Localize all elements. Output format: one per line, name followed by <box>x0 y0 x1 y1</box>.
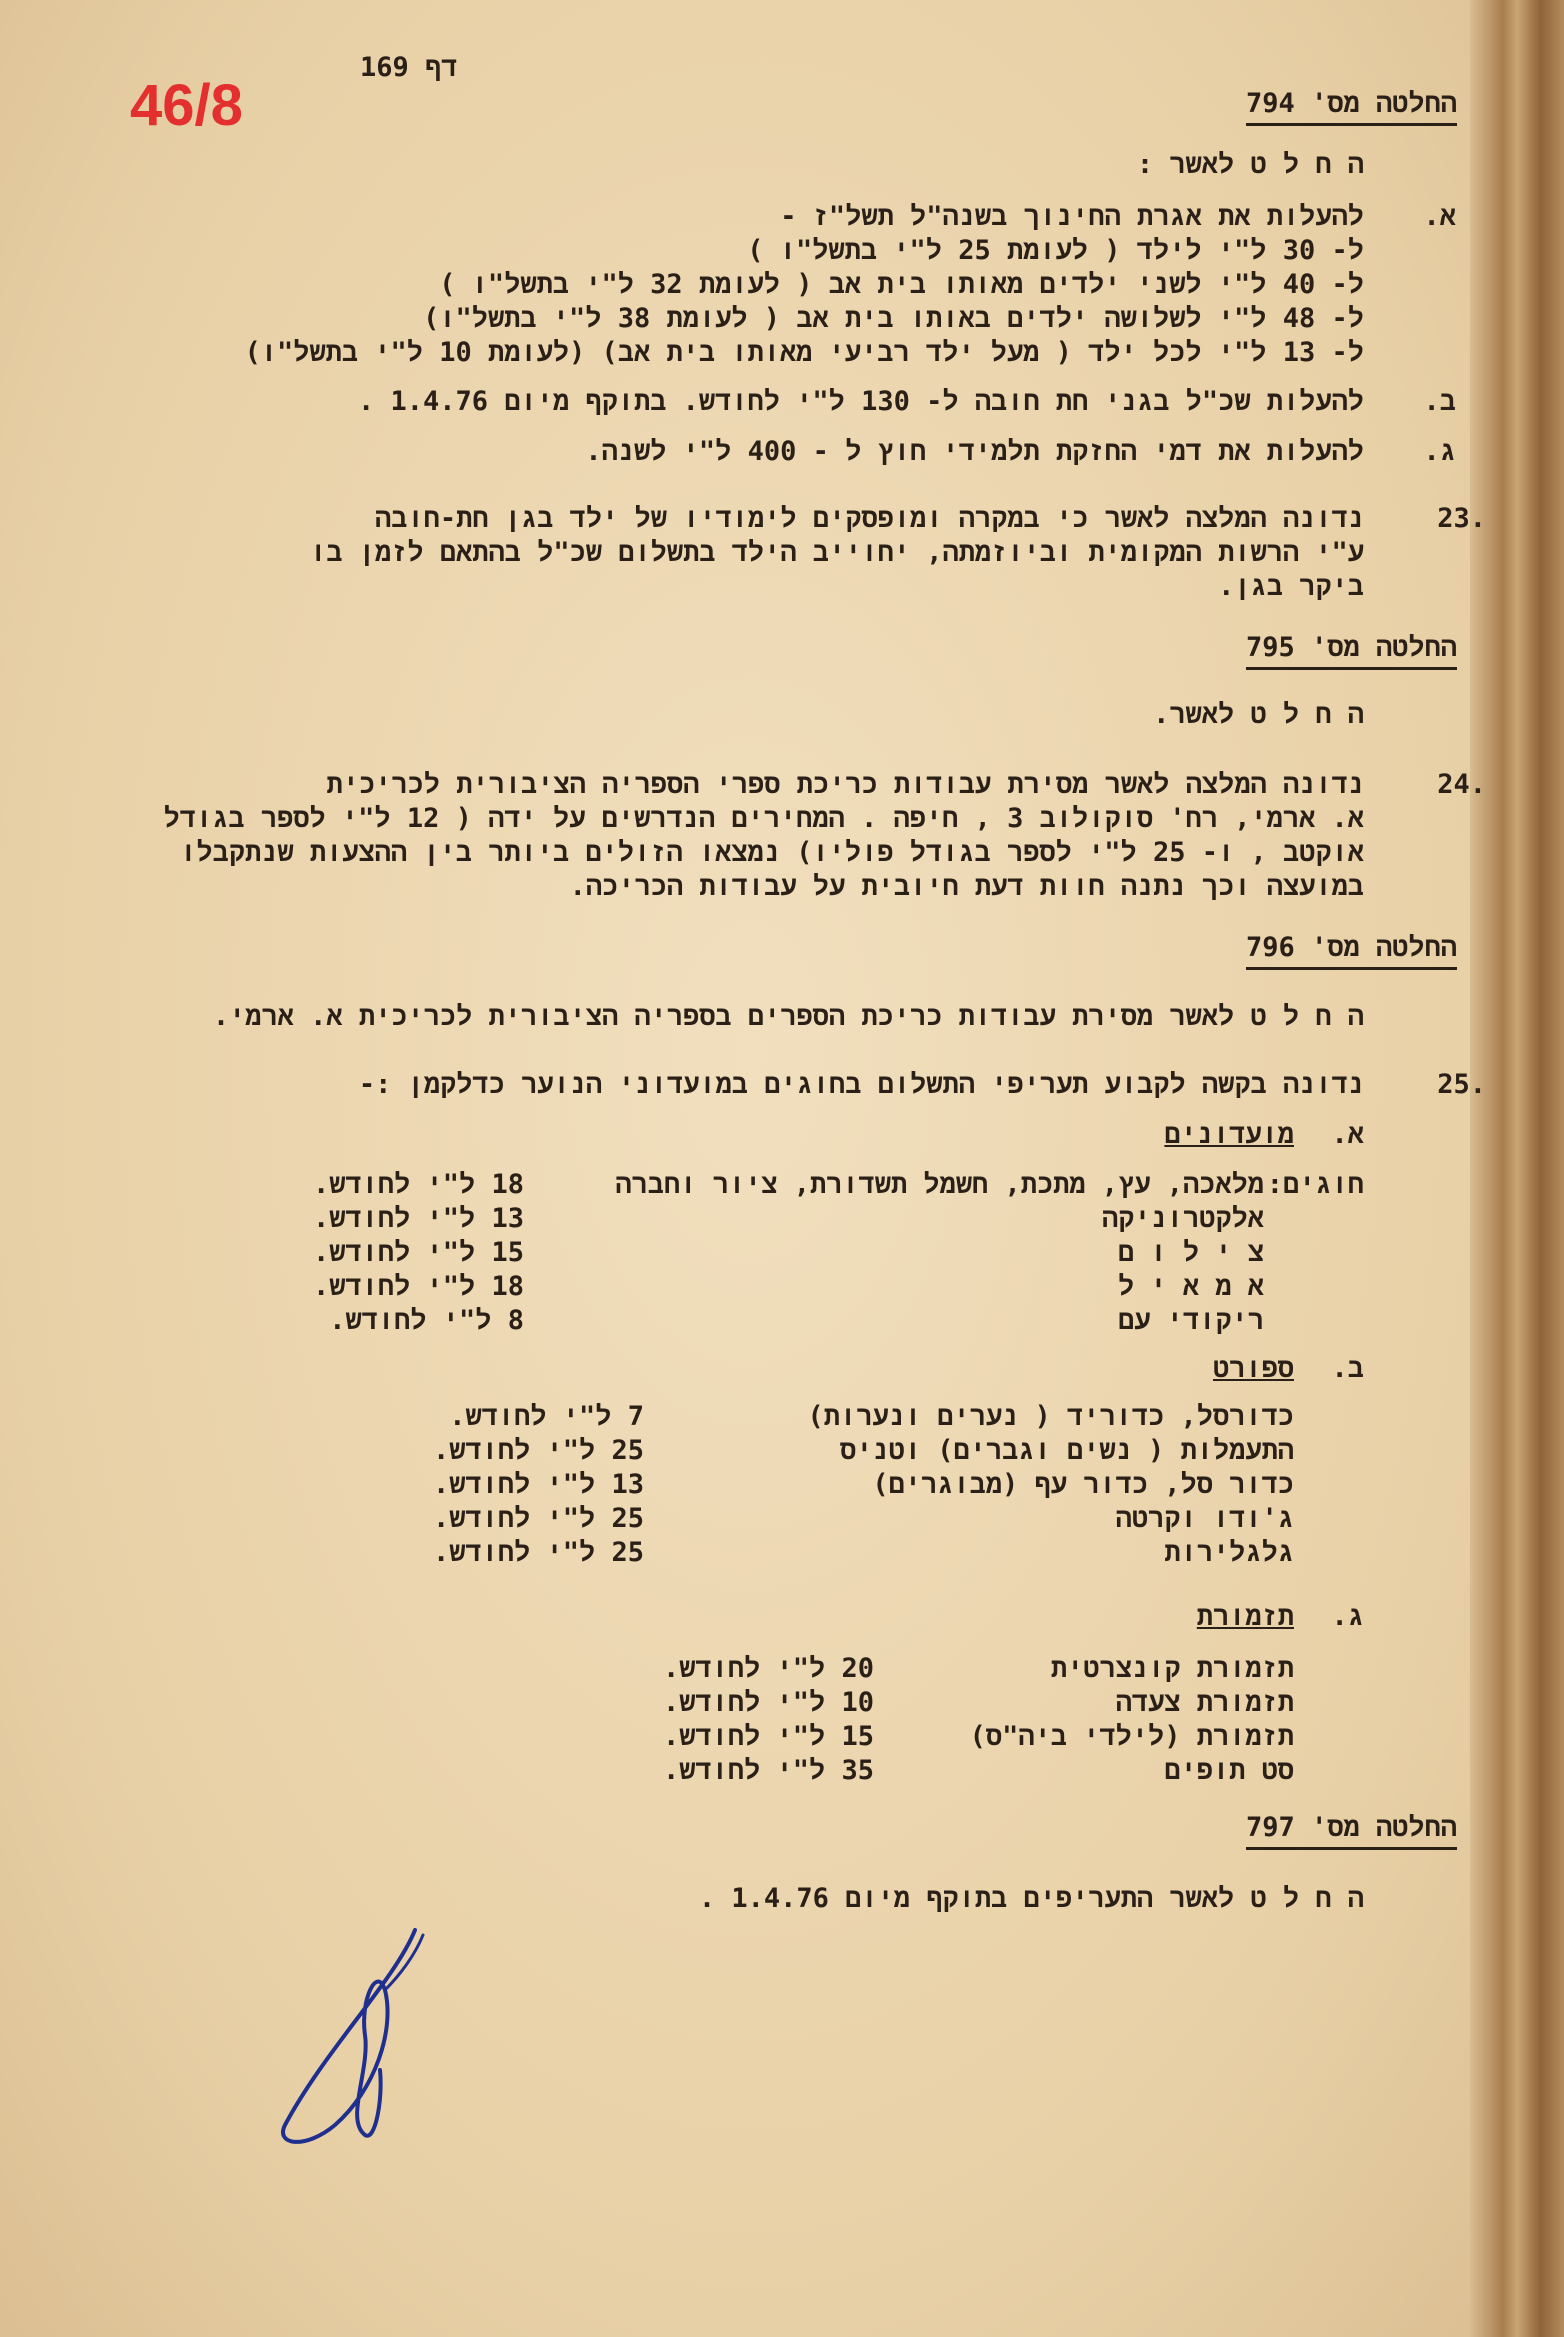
club-name-5: ריקודי עם <box>1118 1305 1264 1336</box>
band-label: ג. <box>1331 1601 1364 1632</box>
club-price-5: 8 ל"י לחודש. <box>329 1305 524 1336</box>
sport-price-4: 25 ל"י לחודש. <box>433 1503 644 1534</box>
band-name-1: תזמורת קונצרטית <box>1050 1653 1294 1684</box>
sport-name-2: התעמלות ( נשים וגברים) וטניס <box>840 1435 1294 1466</box>
item-label-b: ב. <box>1423 386 1456 417</box>
sport-name-4: ג'ודו וקרטה <box>1115 1503 1294 1534</box>
sport-price-5: 25 ל"י לחודש. <box>433 1537 644 1568</box>
archive-stamp: 46/8 <box>130 73 243 138</box>
club-price-3: 15 ל"י לחודש. <box>313 1237 524 1268</box>
clubs-title: מועדונים <box>1164 1119 1294 1150</box>
club-price-4: 18 ל"י לחודש. <box>313 1271 524 1302</box>
p23-line-2: ע"י הרשות המקומית וביוזמתה, יחוייב הילד בתשלום שכ"ל בהתאם לזמן בו <box>310 537 1364 568</box>
signature <box>265 1920 465 2160</box>
item-label-a: א. <box>1423 201 1456 232</box>
p24-line-4: במועצה וכך נתנה חוות דעת חיובית על עבודות הכריכה. <box>569 871 1364 902</box>
clubs-label: א. <box>1331 1119 1364 1150</box>
club-name-1: מלאכה, עץ, מתכת, חשמל תשדורת, ציור וחברה <box>615 1169 1264 1200</box>
sport-name-3: כדור סל, כדור עף (מבוגרים) <box>872 1469 1294 1500</box>
item-label-c: ג. <box>1423 436 1456 467</box>
clubs-intro: חוגים: <box>1266 1169 1364 1200</box>
p25-text: נדונה בקשה לקבוע תעריפי התשלום בחוגים במועדוני הנוער כדלקמן :- <box>358 1069 1364 1100</box>
item-c-text: להעלות את דמי החזקת תלמידי חוץ ל - 400 ל"י לשנה. <box>585 436 1364 467</box>
item-number-23: .23 <box>1437 503 1486 534</box>
item-number-25: .25 <box>1437 1069 1486 1100</box>
decision-heading-794: החלטה מס' 794 <box>1246 88 1457 126</box>
decided-795: ה ח ל ט לאשר. <box>1153 699 1364 730</box>
fee-line-4: ל- 13 ל"י לכל ילד ( מעל ילד רביעי מאותו בית אב) (לעומת 10 ל"י בתשל"ו) <box>244 337 1364 368</box>
p23-line-1: נדונה המלצה לאשר כי במקרה ומופסקים לימודיו של ילד בגן חת-חובה <box>375 503 1364 534</box>
sport-title: ספורט <box>1212 1353 1294 1384</box>
club-name-4: א מ א י ל <box>1117 1271 1264 1302</box>
band-price-4: 35 ל"י לחודש. <box>663 1755 874 1786</box>
sport-name-5: גלגלירות <box>1164 1537 1294 1568</box>
page-edge <box>1470 0 1564 2337</box>
fee-line-3: ל- 48 ל"י לשלושה ילדים באותו בית אב ( לעומת 38 ל"י בתשל"ו) <box>423 303 1364 334</box>
decided-intro: ה ח ל ט לאשר : <box>1136 149 1364 180</box>
decision-heading-797: החלטה מס' 797 <box>1246 1812 1457 1850</box>
decided-797: ה ח ל ט לאשר התעריפים בתוקף מיום 1.4.76 . <box>698 1883 1364 1914</box>
p24-line-3: אוקטב , ו- 25 ל"י לספר בגודל פוליו) נמצאו הזולים ביותר בין ההצעות שנתקבלו <box>180 837 1364 868</box>
p24-line-1: נדונה המלצה לאשר מסירת עבודות כריכת ספרי הספריה הציבורית לכריכית <box>326 769 1364 800</box>
decision-heading-795: החלטה מס' 795 <box>1246 632 1457 670</box>
band-name-3: תזמורת (לילדי ביה"ס) <box>969 1721 1294 1752</box>
sport-price-1: 7 ל"י לחודש. <box>449 1401 644 1432</box>
club-name-3: צ י ל ו ם <box>1117 1237 1264 1268</box>
item-a-text: להעלות את אגרת החינוך בשנה"ל תשל"ז - <box>780 201 1364 232</box>
sport-name-1: כדורסל, כדוריד ( נערים ונערות) <box>807 1401 1294 1432</box>
sport-price-2: 25 ל"י לחודש. <box>433 1435 644 1466</box>
band-price-3: 15 ל"י לחודש. <box>663 1721 874 1752</box>
fee-line-2: ל- 40 ל"י לשני ילדים מאותו בית אב ( לעומת 32 ל"י בתשל"ו ) <box>439 269 1364 300</box>
band-title: תזמורת <box>1196 1601 1294 1632</box>
club-price-1: 18 ל"י לחודש. <box>313 1169 524 1200</box>
decision-heading-796: החלטה מס' 796 <box>1246 932 1457 970</box>
item-number-24: .24 <box>1437 769 1486 800</box>
page-number: דף 169 <box>360 52 458 83</box>
p23-line-3: ביקר בגן. <box>1218 571 1364 602</box>
sport-price-3: 13 ל"י לחודש. <box>433 1469 644 1500</box>
band-price-2: 10 ל"י לחודש. <box>663 1687 874 1718</box>
sport-label: ב. <box>1331 1353 1364 1384</box>
item-b-text: להעלות שכ"ל בגני חת חובה ל- 130 ל"י לחודש. בתוקף מיום 1.4.76 . <box>358 386 1364 417</box>
decided-796: ה ח ל ט לאשר מסירת עבודות כריכת הספרים בספריה הציבורית לכריכית א. ארמי. <box>212 1001 1364 1032</box>
p24-line-2: א. ארמי, רח' סוקולוב 3 , חיפה . המחירים הנדרשים על ידה ( 12 ל"י לספר בגודל <box>163 803 1364 834</box>
band-price-1: 20 ל"י לחודש. <box>663 1653 874 1684</box>
band-name-4: סט תופים <box>1164 1755 1294 1786</box>
club-price-2: 13 ל"י לחודש. <box>313 1203 524 1234</box>
club-name-2: אלקטרוניקה <box>1101 1203 1264 1234</box>
band-name-2: תזמורת צעדה <box>1115 1687 1294 1718</box>
fee-line-1: ל- 30 ל"י לילד ( לעומת 25 ל"י בתשל"ו ) <box>747 235 1364 266</box>
